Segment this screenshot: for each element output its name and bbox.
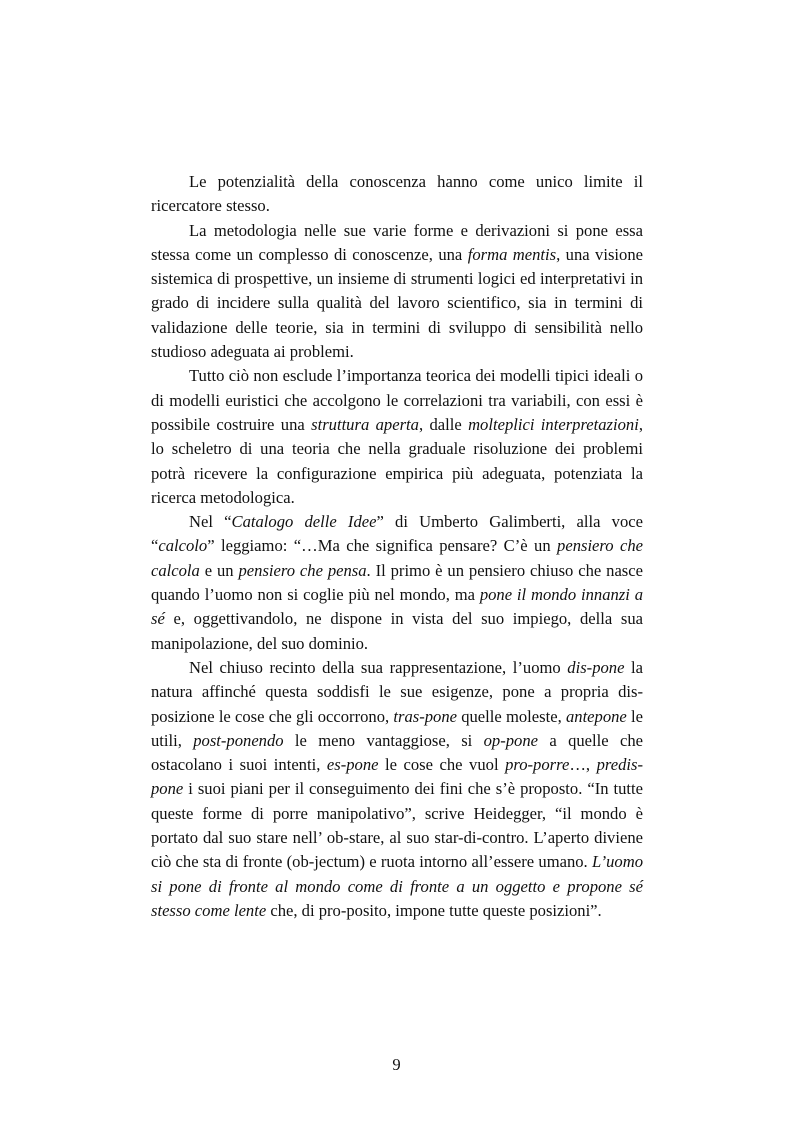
italic-text-run: pone il mondo innanzi a sé	[151, 585, 643, 629]
page-number: 9	[392, 1055, 401, 1074]
text-run: le utili,	[151, 706, 643, 750]
text-run: , lo scheletro di una teoria che nella graduale risoluzione dei problemi potrà ricevere la configurazione empirica più adeguata, potenziata la ricerca metodologica.	[151, 414, 643, 507]
italic-text-run: dis-pone	[567, 657, 625, 677]
paragraph-2	[151, 219, 643, 365]
text-run: ” leggiamo: “…Ma che significa pensare? C’è un	[207, 536, 558, 556]
text-run: le meno vantaggiose, si	[283, 730, 484, 750]
text-run: Tutto ciò non esclude l’importanza teorica dei modelli tipici ideali o di modelli euristici che accolgono le correlazioni tra variabili, con essi è possibile costruire una	[151, 366, 643, 434]
italic-text-run: L’uomo si pone di fronte al mondo come di fronte a un oggetto e propone sé stesso come lente	[151, 852, 643, 920]
italic-text-run: Catalogo delle Idee	[231, 512, 377, 532]
text-run: ” di Umberto Galimberti, alla voce “	[151, 512, 643, 556]
italic-text-run: calcolo	[158, 536, 208, 556]
text-run: la natura affinché questa soddisfi le sue esigenze, pone a propria disposizione le cose che gli occorrono,	[151, 657, 644, 726]
text-run: quelle moleste,	[456, 706, 566, 726]
italic-text-run: tras-pone	[393, 706, 457, 726]
text-run: e, oggettivandolo, ne dispone in vista del suo impiego, della sua manipolazione, del suo dominio.	[151, 609, 643, 653]
italic-text-run: molteplici interpretazioni	[468, 414, 639, 434]
text-run: i suoi piani per il conseguimento dei fini che s’è proposto. “In tutte queste forme di porre manipolativo”, scrive Heidegger, “il mondo è portato dal suo stare nell’ ob-stare, al suo star-di-contro. L’aperto diviene ciò che sta di fronte (ob-jectum) e ruota intorno all’essere umano.	[151, 779, 643, 872]
text-run: e un	[199, 560, 239, 580]
italic-text-run: pensiero che pensa	[238, 560, 367, 580]
text-run: Nel chiuso recinto della sua rappresentazione, l’uomo	[189, 657, 568, 677]
italic-text-run: pensiero che calcola	[151, 536, 643, 580]
italic-text-run: struttura aperta	[311, 414, 419, 434]
text-run: , dalle	[418, 414, 469, 434]
italic-text-run: antepone	[565, 706, 627, 726]
text-run: La metodologia nelle sue varie forme e derivazioni si pone essa stessa come un complesso di conoscenze, una	[151, 220, 643, 264]
text-run: , una visione sistemica di prospettive, un insieme di strumenti logici ed interpretativi in grado di incidere sulla qualità del lavoro scientifico, sia in termini di validazione delle teorie, sia in termini di sviluppo di sensibilità nello studioso adeguata ai problemi.	[151, 244, 643, 362]
paragraph-3	[151, 364, 643, 510]
text-run: Nel “	[189, 512, 232, 532]
text-run: Le potenzialità della conoscenza hanno come unico limite il ricercatore stesso.	[151, 172, 643, 216]
italic-text-run: op-pone	[483, 730, 539, 750]
text-run: …,	[569, 755, 597, 775]
italic-text-run: post-ponendo	[193, 730, 284, 750]
italic-text-run: predis-pone	[151, 755, 643, 799]
italic-text-run: forma mentis	[467, 244, 557, 264]
text-run: a quelle che ostacolano i suoi intenti,	[151, 730, 643, 775]
text-run: . Il primo è un pensiero chiuso che nasce quando l’uomo non si coglie più nel mondo, ma	[151, 560, 643, 605]
italic-text-run: pro-porre	[505, 755, 570, 775]
page-body	[151, 170, 643, 923]
paragraph-5	[151, 656, 643, 923]
text-run: che, di pro-posito, impone tutte queste posizioni”.	[266, 900, 602, 920]
paragraph-1	[151, 170, 643, 219]
italic-text-run: es-pone	[326, 755, 379, 775]
paragraph-4	[151, 510, 643, 656]
text-run: le cose che vuol	[378, 755, 506, 775]
